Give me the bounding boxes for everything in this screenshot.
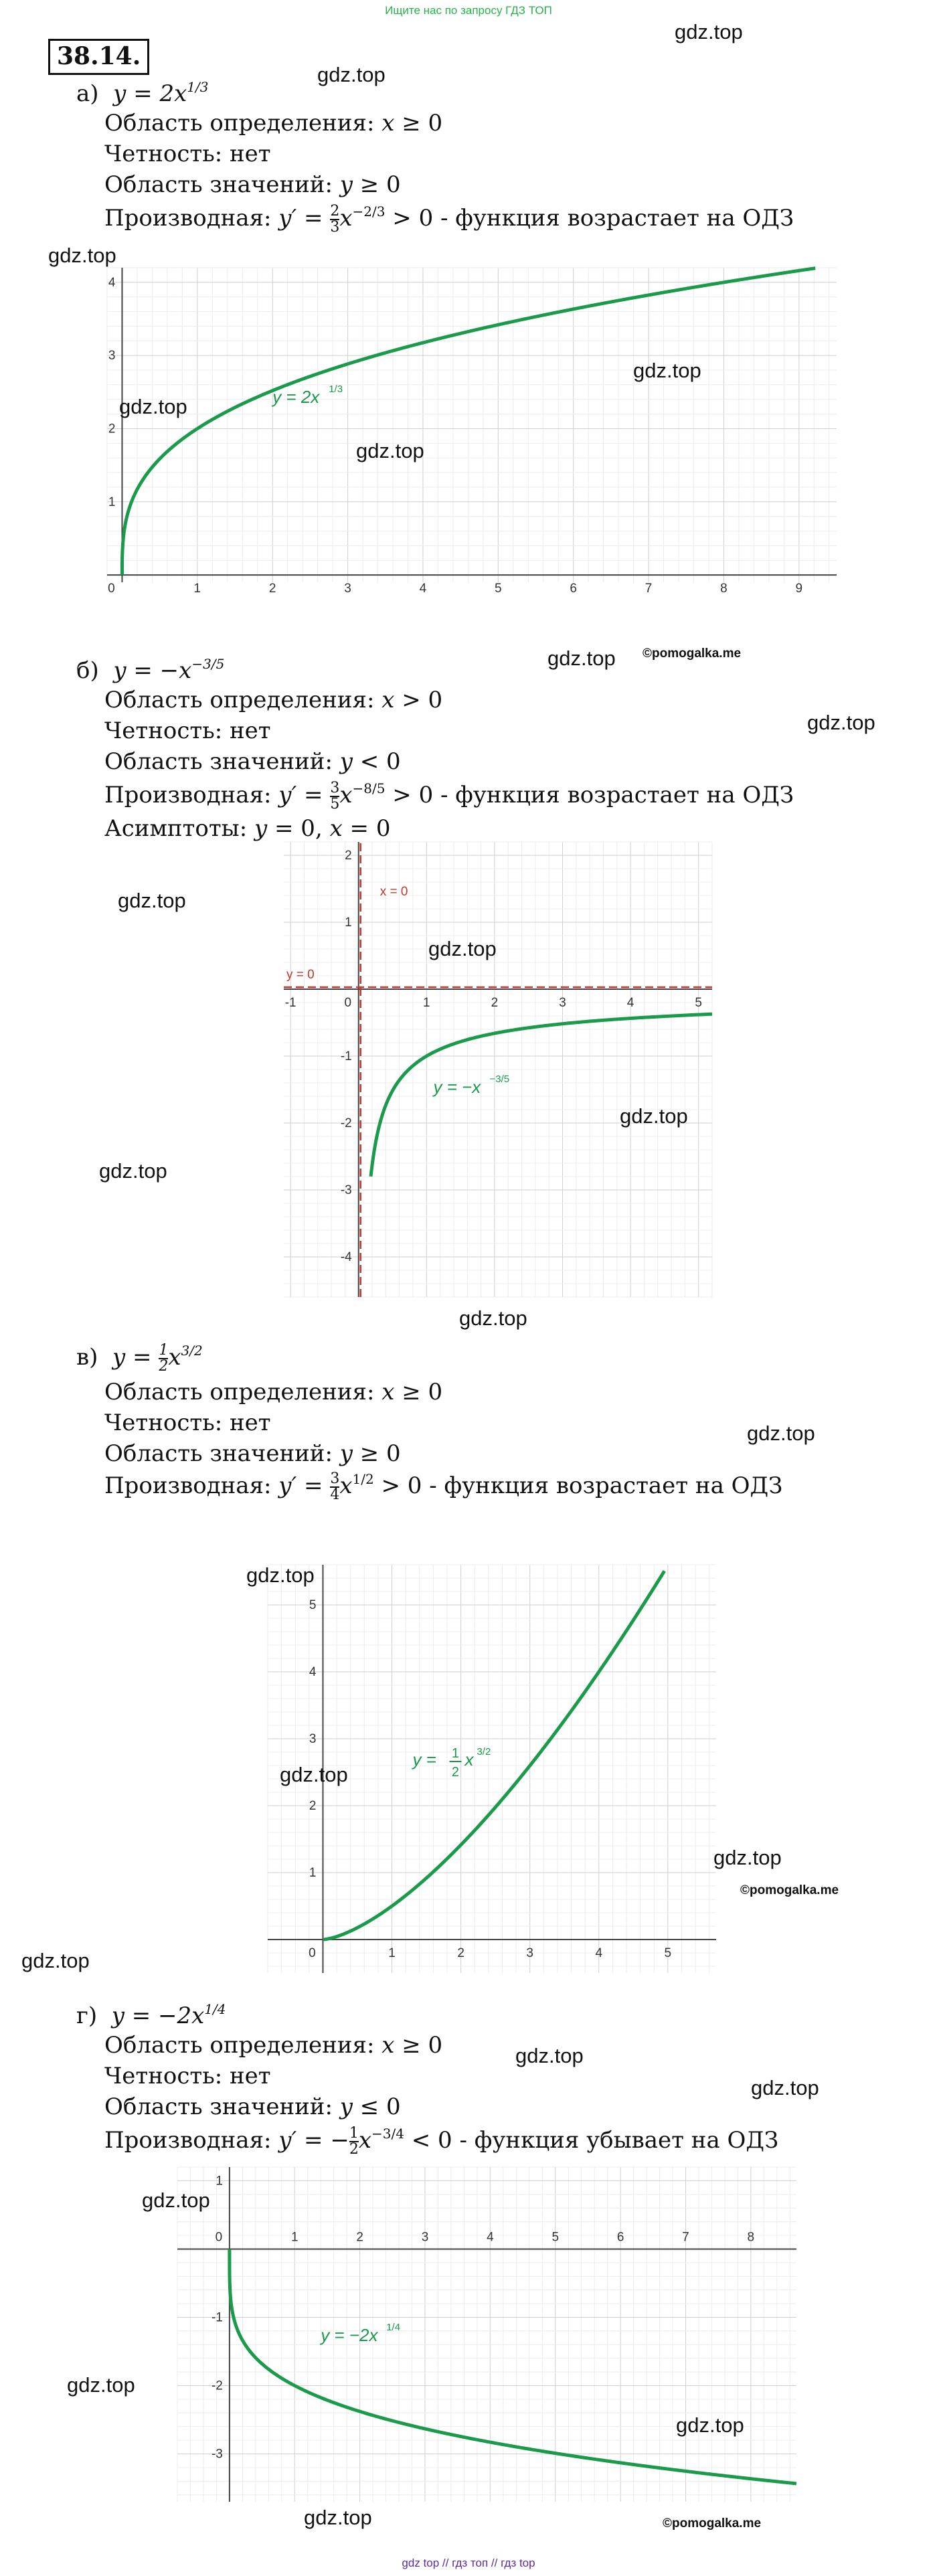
watermark-gdz: gdz.top [675,20,743,44]
y-tick-label: 1 [108,495,116,509]
part-a-letter: а) [76,80,99,107]
watermark-gdz: gdz.top [428,937,497,960]
y-tick-label: -2 [340,1116,352,1130]
x-tick-label: 4 [626,996,634,1010]
watermark-gdz: gdz.top [142,2188,210,2212]
curve-label: y = 2x [272,387,320,408]
y-tick-label: 2 [309,1799,317,1813]
x-tick-label: 1 [423,996,430,1010]
x-tick-label: 4 [595,1946,603,1960]
watermark-gdz: gdz.top [280,1763,348,1786]
part-b-domain: Область определения: x > 0 [104,687,443,713]
curve-label: y = −x [433,1077,481,1097]
problem-number: 38.14. [48,39,149,75]
watermark-gdz: gdz.top [459,1306,527,1330]
curve-label-exponent: −3/5 [489,1074,510,1085]
x-tick-label: 3 [421,2230,429,2245]
x-tick-label: 5 [495,582,502,596]
x-tick-label: 5 [695,996,702,1010]
part-c-domain: Область определения: x ≥ 0 [104,1379,443,1405]
x-tick-label: 2 [491,996,499,1010]
y-tick-label: 5 [309,1598,317,1612]
curve-label-frac-num: 1 [451,1746,460,1761]
x-tick-label: 5 [551,2230,560,2245]
part-b-heading [76,656,224,684]
curve-label-exponent: 1/4 [386,2322,401,2334]
function-curve [122,268,815,575]
y-tick-label: 3 [309,1732,317,1746]
top-search-hint[interactable]: Ищите нас по запросу ГДЗ ТОП [385,4,552,17]
part-a-formula: $y = 2x^{1/3}$ [113,79,209,107]
grid [107,268,837,582]
x-tick-label: 0 [309,1946,316,1960]
watermark-gdz: gdz.top [807,711,875,734]
curve-label-exponent: 3/2 [477,1746,491,1757]
chart-a [100,261,843,612]
part-c-heading [76,1343,203,1374]
watermark-pomogalka: ©pomogalka.me [663,2516,762,2530]
part-b-formula: $y = -x^{-3/5}$ [113,656,225,684]
curve-label-exponent: 1/3 [329,383,343,396]
x-tick-label: 8 [747,2230,755,2245]
y-tick-label: 1 [216,2174,223,2188]
x-tick-label: 4 [487,2230,494,2245]
watermark-gdz: gdz.top [119,395,187,418]
x-tick-label: 3 [559,996,566,1010]
curve-label-tail: x [464,1749,474,1770]
x-tick-label: 5 [664,1946,672,1960]
x-tick-label: 1 [290,2230,299,2245]
x-tick-label: 1 [193,582,201,596]
x-tick-label: 7 [682,2230,689,2245]
watermark-pomogalka: ©pomogalka.me [740,1883,839,1897]
x-tick-label: 0 [344,996,352,1010]
grid [284,842,712,1297]
watermark-gdz: gdz.top [747,1422,815,1445]
part-d-parity: Четность: нет [104,2063,271,2089]
grid [177,2167,796,2502]
curve-label: y = [412,1749,436,1770]
watermark-gdz: gdz.top [317,63,386,86]
x-tick-label: 6 [570,582,577,596]
y-tick-label: -4 [340,1250,352,1264]
part-a-domain: Область определения: x ≥ 0 [104,110,443,137]
watermark-gdz: gdz.top [48,244,116,267]
watermark-gdz: gdz.top [751,2076,819,2099]
part-c-range: Область значений: y ≥ 0 [104,1440,401,1467]
watermark-gdz: gdz.top [304,2506,372,2529]
y-tick-label: 3 [108,349,116,363]
x-tick-label: 9 [795,582,803,596]
y-tick-label: -3 [211,2447,223,2462]
x-tick-label: -1 [284,996,296,1010]
watermark-pomogalka: ©pomogalka.me [643,647,742,661]
x-tick-label: 7 [645,582,653,596]
y-tick-label: 2 [108,422,116,436]
watermark-gdz: gdz.top [515,2044,584,2067]
watermark-gdz: gdz.top [620,1104,688,1128]
part-a-parity: Четность: нет [104,141,271,167]
y-tick-label: 2 [345,849,352,863]
chart-b [277,835,719,1304]
y-tick-label: -3 [340,1183,352,1197]
x-tick-label: 0 [215,2230,223,2245]
curve-label: y = −2x [321,2325,378,2346]
x-tick-label: 8 [720,582,728,596]
y-tick-label: -2 [211,2379,223,2393]
x-tick-label: 6 [616,2230,624,2245]
part-d-letter: г) [76,2002,98,2029]
part-c-letter: в) [76,1344,98,1371]
y-tick-label: 1 [309,1866,317,1880]
part-d-heading [76,2001,226,2029]
asymptote-label-x0: x = 0 [379,885,408,899]
part-b-asymptotes: Асимптоты: y = 0, x = 0 [104,815,391,842]
part-a-heading [76,79,208,107]
chart-d [171,2160,803,2508]
part-c-derivative: Производная: y′ = $\frac{3}{4}$ $x^{1/2} > 0$ - функция возрастает на ОДЗ [104,1470,783,1503]
x-tick-label: 2 [356,2230,363,2245]
y-tick-label: 1 [345,916,352,930]
part-b-parity: Четность: нет [104,717,271,744]
part-a-derivative: Производная: y′ = $\frac{2}{3}$ $x^{-2/3} > 0$ - функция возрастает на ОДЗ [104,203,794,236]
x-tick-label: 3 [526,1946,533,1960]
part-d-formula: $y = -2x^{1/4}$ [111,2001,226,2029]
y-tick-label: 4 [108,275,116,290]
part-c-formula: y = $\frac{1}{2}$ $x^{3/2}$ [112,1342,203,1375]
y-tick-label: 4 [309,1665,317,1679]
watermark-gdz: gdz.top [21,1949,90,1972]
watermark-gdz: gdz.top [356,439,424,462]
watermark-gdz: gdz.top [118,889,186,912]
asymptote-label-y0: y = 0 [286,968,315,982]
watermark-gdz: gdz.top [99,1159,167,1183]
function-curve [323,1571,664,1940]
x-tick-label: 2 [268,582,276,596]
x-tick-label: 1 [388,1946,396,1960]
x-tick-label: 4 [419,582,427,596]
x-tick-label: 3 [344,582,351,596]
watermark-gdz: gdz.top [676,2413,744,2437]
part-d-domain: Область определения: x ≥ 0 [104,2032,443,2059]
function-curve [371,1014,712,1177]
watermark-gdz: gdz.top [67,2373,135,2397]
part-a-range: Область значений: y ≥ 0 [104,171,401,198]
part-c-parity: Четность: нет [104,1409,271,1436]
watermark-gdz: gdz.top [633,359,701,382]
watermark-gdz: gdz.top [246,1563,315,1587]
part-b-range: Область значений: y < 0 [104,748,401,775]
y-tick-label: -1 [340,1049,352,1063]
watermark-gdz: gdz.top [713,1846,782,1869]
watermark-gdz: gdz.top [547,647,616,670]
curve-label-frac-den: 2 [451,1765,460,1780]
part-d-derivative: Производная: y′ = − $\frac{1}{2}$ $x^{-3/4} < 0$ - функция убывает на ОДЗ [104,2125,779,2158]
x-tick-label: 2 [457,1946,464,1960]
y-tick-label: -1 [211,2310,223,2325]
part-d-range: Область значений: y ≤ 0 [104,2093,401,2120]
part-b-derivative: Производная: y′ = $\frac{3}{5}$ $x^{-8/5} > 0$ - функция возрастает на ОДЗ [104,780,794,812]
x-tick-label: 0 [108,582,115,596]
footer-links[interactable]: gdz top // гдз топ // гдз top [402,2557,535,2569]
part-b-letter: б) [76,657,99,684]
